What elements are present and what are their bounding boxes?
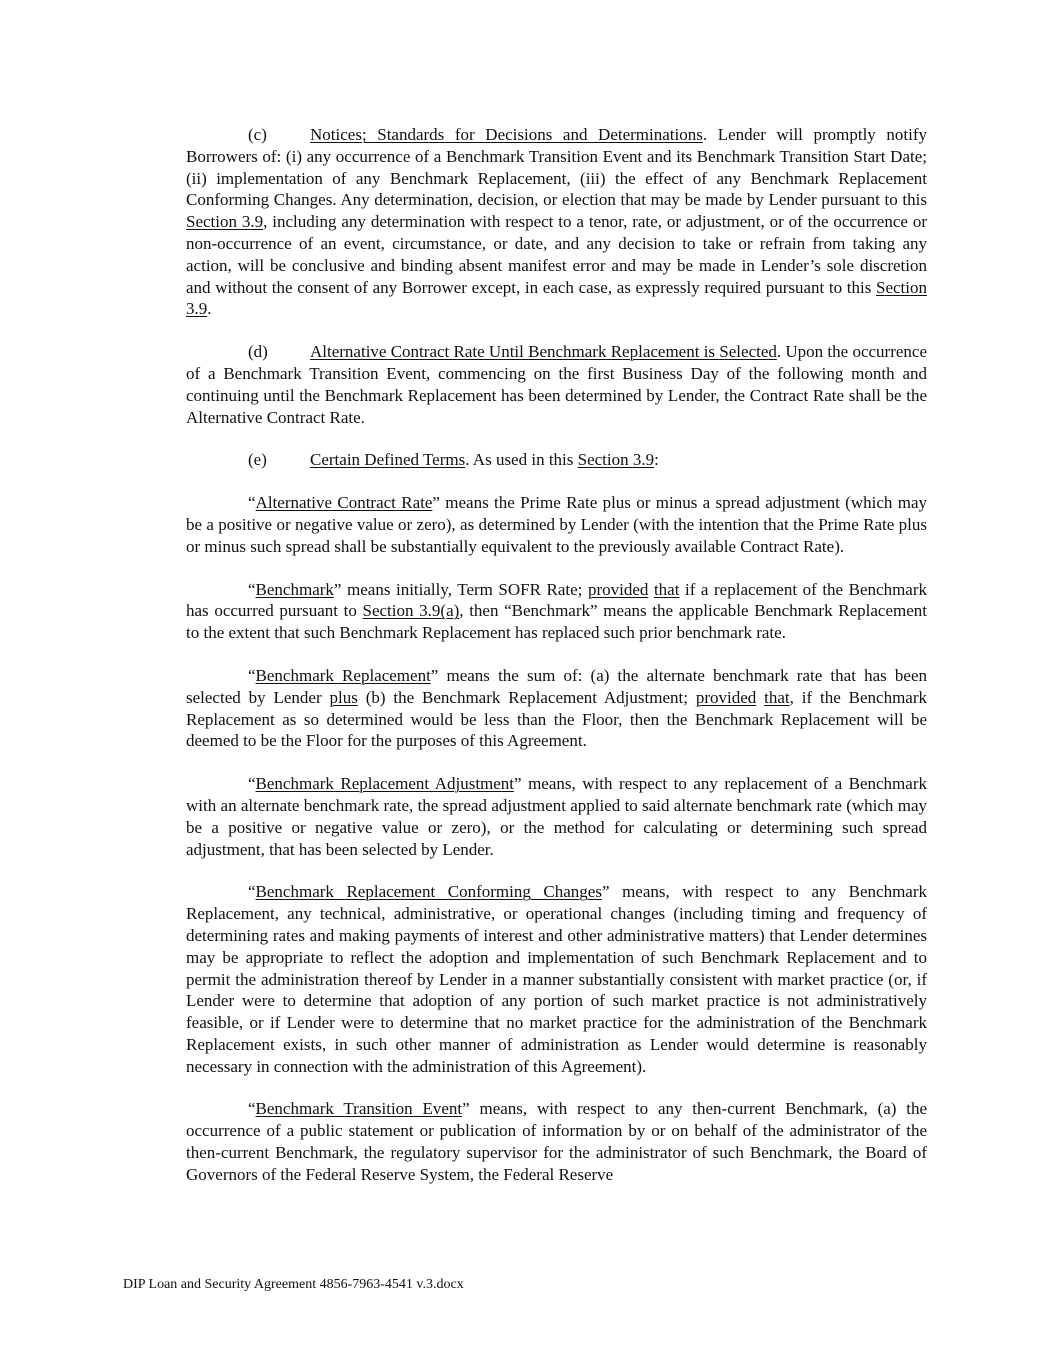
defined-term: Benchmark Replacement Conforming Changes: [255, 882, 602, 902]
section-reference: Section 3.9: [577, 450, 655, 470]
section-reference: Section 3.9: [186, 277, 927, 319]
defined-term: Alternative Contract Rate: [255, 493, 433, 513]
defined-term: Benchmark: [255, 579, 334, 599]
subsection-label: (d): [248, 342, 268, 362]
paragraph-e: (e) Certain Defined Terms. As used in this Section 3.9:: [248, 450, 659, 470]
subsection-heading: Notices; Standards for Decisions and Determinations: [310, 125, 703, 144]
emphasis-word: plus: [329, 687, 358, 707]
proviso-word: that: [764, 687, 790, 707]
proviso-word: provided: [587, 579, 649, 599]
section-reference: Section 3.9(a): [362, 601, 460, 621]
subsection-label: (c): [248, 125, 267, 144]
definition-benchmark-transition-event: “Benchmark Transition Event” means, with respect to any then-current Benchmark, (a) the occurrence of a public statement or publication of information by or on behalf of the administrator of the then-current Benchmark, the regulatory supervisor for the administrator of such Benchmark, the Board of Governors of the Federal Reserve System, the Federal Reserve: [186, 1099, 928, 1184]
proviso-word: that: [653, 579, 680, 599]
page-footer: DIP Loan and Security Agreement 4856-7963-4541 v.3.docx: [123, 1277, 464, 1292]
paragraph-d: (d) Alternative Contract Rate Until Benchmark Replacement is Selected. Upon the occurrence of a Benchmark Transition Event, commencing on the first Business Day of the following month and continuing until the Benchmark Replacement has been determined by Lender, the Contract Rate shall be the Alternative Contract Rate.: [186, 342, 927, 427]
document-body: [186, 124, 927, 1207]
defined-term: Benchmark Replacement: [255, 665, 431, 685]
subsection-heading: Alternative Contract Rate Until Benchmark Replacement is Selected: [310, 342, 777, 362]
paragraph-c: (c) Notices; Standards for Decisions and Determinations. Lender will promptly notify Borrowers of: (i) any occurrence of a Benchmark Transition Event and its Benchmark Transition Start Date; (ii) implementation of any Benchmark Replacement, (iii) the effect of any Benchmark Replacement Conforming Changes. Any determination, decision, or election that may be made by Lender pursuant to this Section 3.9, including any determination with respect to a tenor, rate, or adjustment, or of the occurrence or non-occurrence of an event, circumstance, or date, and any decision to take or refrain from taking any action, will be conclusive and binding absent manifest error and may be made in Lender’s sole discretion and without the consent of any Borrower except, in each case, as expressly required pursuant to this Section 3.9.: [186, 125, 927, 319]
definition-alternative-contract-rate: “Alternative Contract Rate” means the Prime Rate plus or minus a spread adjustment (which may be a positive or negative value or zero), as determined by Lender (with the intention that the Prime Rate plus or minus such spread shall be substantially equivalent to the previously available Contract Rate).: [186, 493, 927, 556]
definition-benchmark: “Benchmark” means initially, Term SOFR Rate; provided that if a replacement of the Benchmark has occurred pursuant to Section 3.9(a), then “Benchmark” means the applicable Benchmark Replacement to the extent that such Benchmark Replacement has replaced such prior benchmark rate.: [186, 579, 928, 643]
definition-benchmark-replacement: “Benchmark Replacement” means the sum of: (a) the alternate benchmark rate that has been selected by Lender plus (b) the Benchmark Replacement Adjustment; provided that, if the Benchmark Replacement as so determined would be less than the Floor, then the Benchmark Replacement will be deemed to be the Floor for the purposes of this Agreement.: [186, 665, 927, 751]
defined-term: Benchmark Replacement Adjustment: [255, 774, 515, 794]
defined-term: Benchmark Transition Event: [255, 1099, 463, 1119]
subsection-label: (e): [248, 450, 267, 470]
proviso-word: provided: [695, 687, 757, 707]
section-reference: Section 3.9: [186, 212, 264, 232]
subsection-heading: Certain Defined Terms: [310, 450, 466, 470]
definition-benchmark-replacement-conforming-changes: “Benchmark Replacement Conforming Changes” means, with respect to any Benchmark Replacement, any technical, administrative, or operational changes (including timing and frequency of determining rates and making payments of interest and other administrative matters) that Lender determines may be appropriate to reflect the adoption and implementation of such Benchmark Replacement and to permit the administration thereof by Lender in a manner substantially consistent with market practice (or, if Lender were to determine that adoption of any portion of such market practice is not administratively feasible, or if Lender were to determine that no market practice for the administration of the Benchmark Replacement exists, in such other manner of administration as Lender would determine is reasonably necessary in connection with the administration of this Agreement).: [186, 882, 928, 1076]
definition-benchmark-replacement-adjustment: “Benchmark Replacement Adjustment” means, with respect to any replacement of a Benchmark with an alternate benchmark rate, the spread adjustment applied to said alternate benchmark rate (which may be a positive or negative value or zero), or the method for calculating or determining such spread adjustment, that has been selected by Lender.: [186, 774, 927, 859]
